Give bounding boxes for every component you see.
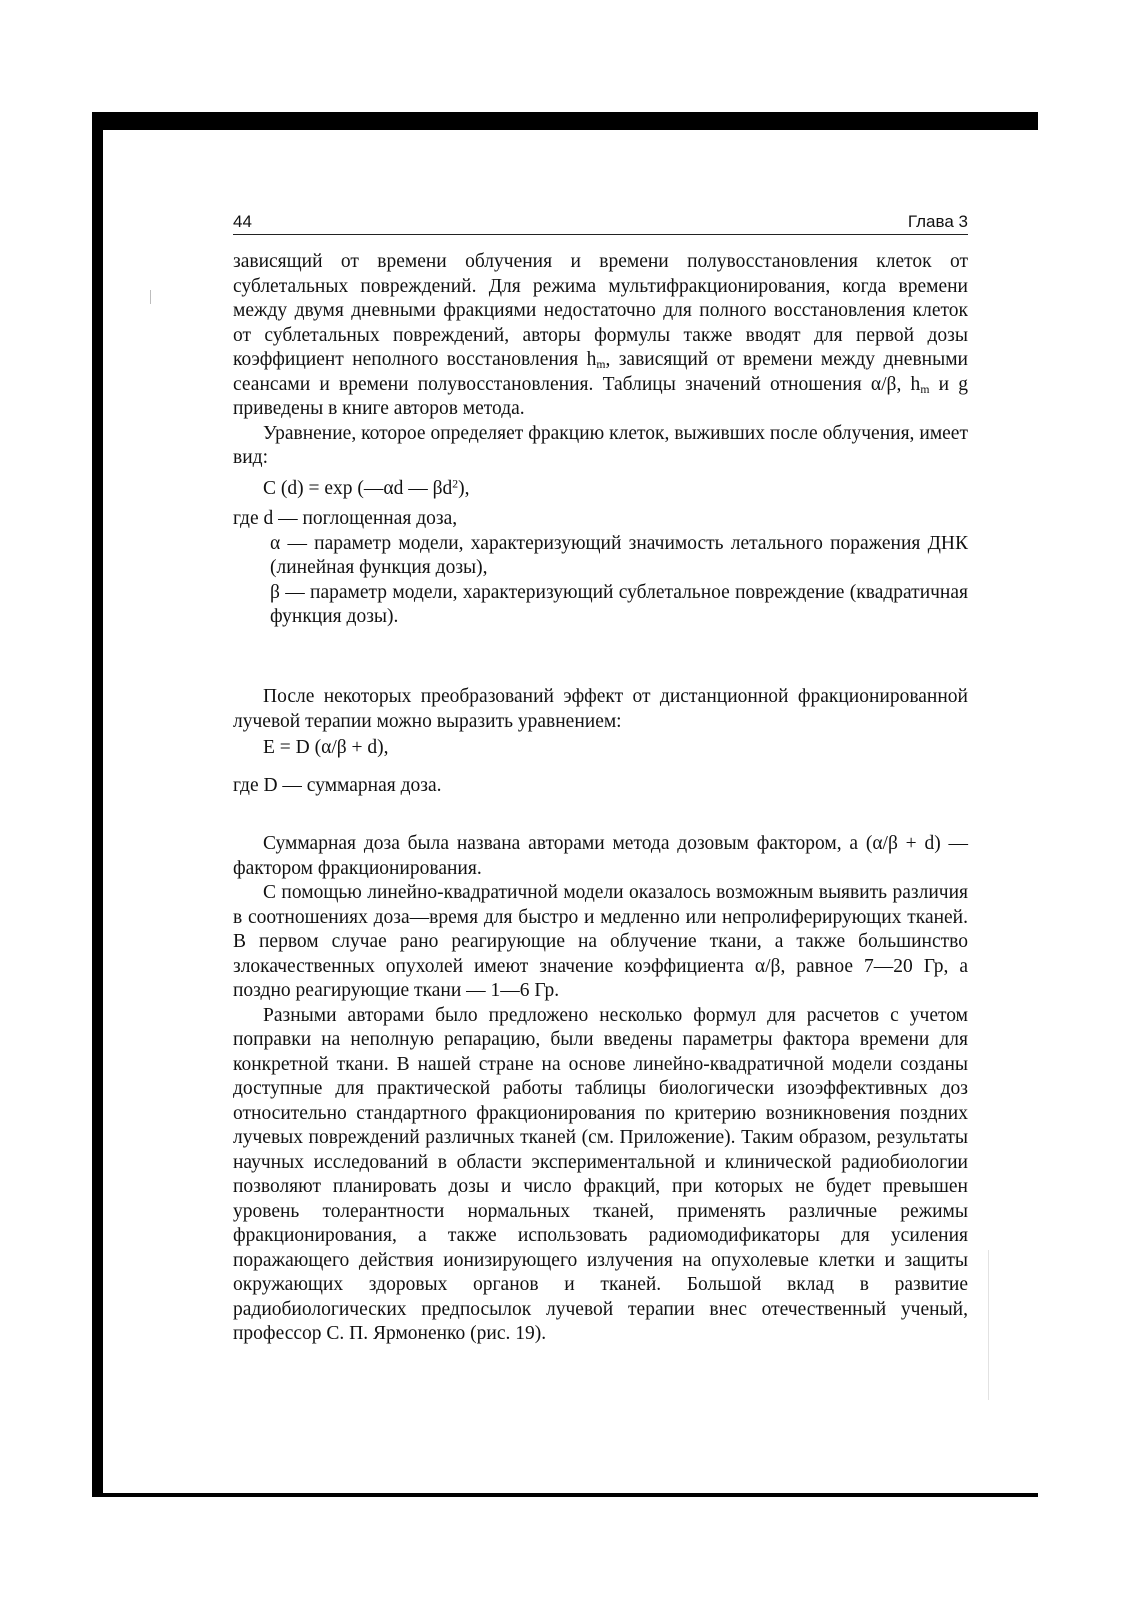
scan-speck (150, 290, 151, 304)
paragraph: С помощью линейно-квадратичной модели оказалось возможным выявить различия в соотношениях доза—время для быстро и медленно или непролиферирующих тканей. В первом случае рано реагирующие на облучение ткани, а также большинство злокачественных опухолей имеют значение коэффициента α/β, равное 7—20 Гр, а поздно реагирующие ткани — 1—6 Гр. (233, 882, 968, 1001)
text-block-3 (233, 832, 968, 1347)
definition-beta: β — параметр модели, характеризующий сублетальное повреждение (квадратичная функция дозы). (270, 581, 968, 627)
paragraph: Суммарная доза была названа авторами метода дозовым фактором, а (α/β + d) — фактором фракционирования. (233, 833, 968, 879)
scan-border-bottom (92, 1493, 1038, 1497)
definition-alpha: α — параметр модели, характеризующий значимость летального поражения ДНК (линейная функция дозы), (270, 532, 968, 578)
paragraph: После некоторых преобразований эффект от дистанционной фракционированной лучевой терапии можно выразить уравнением: (233, 686, 968, 732)
chapter-title: Глава 3 (907, 212, 968, 231)
equation-effect: E = D (α/β + d), (263, 737, 389, 758)
text-block-2 (233, 685, 968, 798)
scan-border-top (92, 112, 1038, 130)
definition-D: где D — суммарная доза. (233, 774, 442, 796)
paragraph: зависящий от времени облучения и времени полувосстановления клеток от сублетальных повреждений. Для режима мультифракционирования, когда времени между двумя дневными фракциями недостаточно для полного восстановления клеток от сублетальных повреждений, авторы формулы также вводят для первой дозы коэффициент неполного восстановления $h_m$, зависящий от времени между дневными сеансами и времени полувосстановления. Таблицы значений отношения α/β, $h_m$ и g приведены в книге авторов метода. (233, 251, 968, 419)
page-number: 44 (233, 212, 252, 231)
scan-speck (988, 1250, 989, 1400)
running-header (233, 212, 968, 235)
text-block-1 (233, 250, 968, 630)
paragraph: Разными авторами было предложено несколько формул для расчетов с учетом поправки на неполную репарацию, были введены параметры фактора времени для конкретной ткани. В нашей стране на основе линейно-квадратичной модели созданы доступные для практической работы таблицы биологически изоэффективных доз относительно стандартного фракционирования по критерию возникновения поздних лучевых повреждений различных тканей (см. Приложение). Таким образом, результаты научных исследований в области экспериментальной и клинической радиобиологии позволяют планировать дозы и число фракций, при которых не будет превышен уровень толерантности нормальных тканей, применять различные режимы фракционирования, а также использовать радиомодификаторы для усиления поражающего действия ионизирующего излучения на опухолевые клетки и защиты окружающих здоровых органов и тканей. Большой вклад в развитие радиобиологических предпосылок лучевой терапии внес отечественный ученый, профессор С. П. Ярмоненко (рис. 19). (233, 1004, 968, 1344)
equation-survival: C (d) = exp (—αd — $\beta d^2$), (263, 477, 470, 499)
paragraph: Уравнение, которое определяет фракцию клеток, выживших после облучения, имеет вид: (233, 422, 968, 468)
definition-d: где d — поглощенная доза, (233, 508, 458, 529)
scan-border-left (92, 112, 103, 1496)
